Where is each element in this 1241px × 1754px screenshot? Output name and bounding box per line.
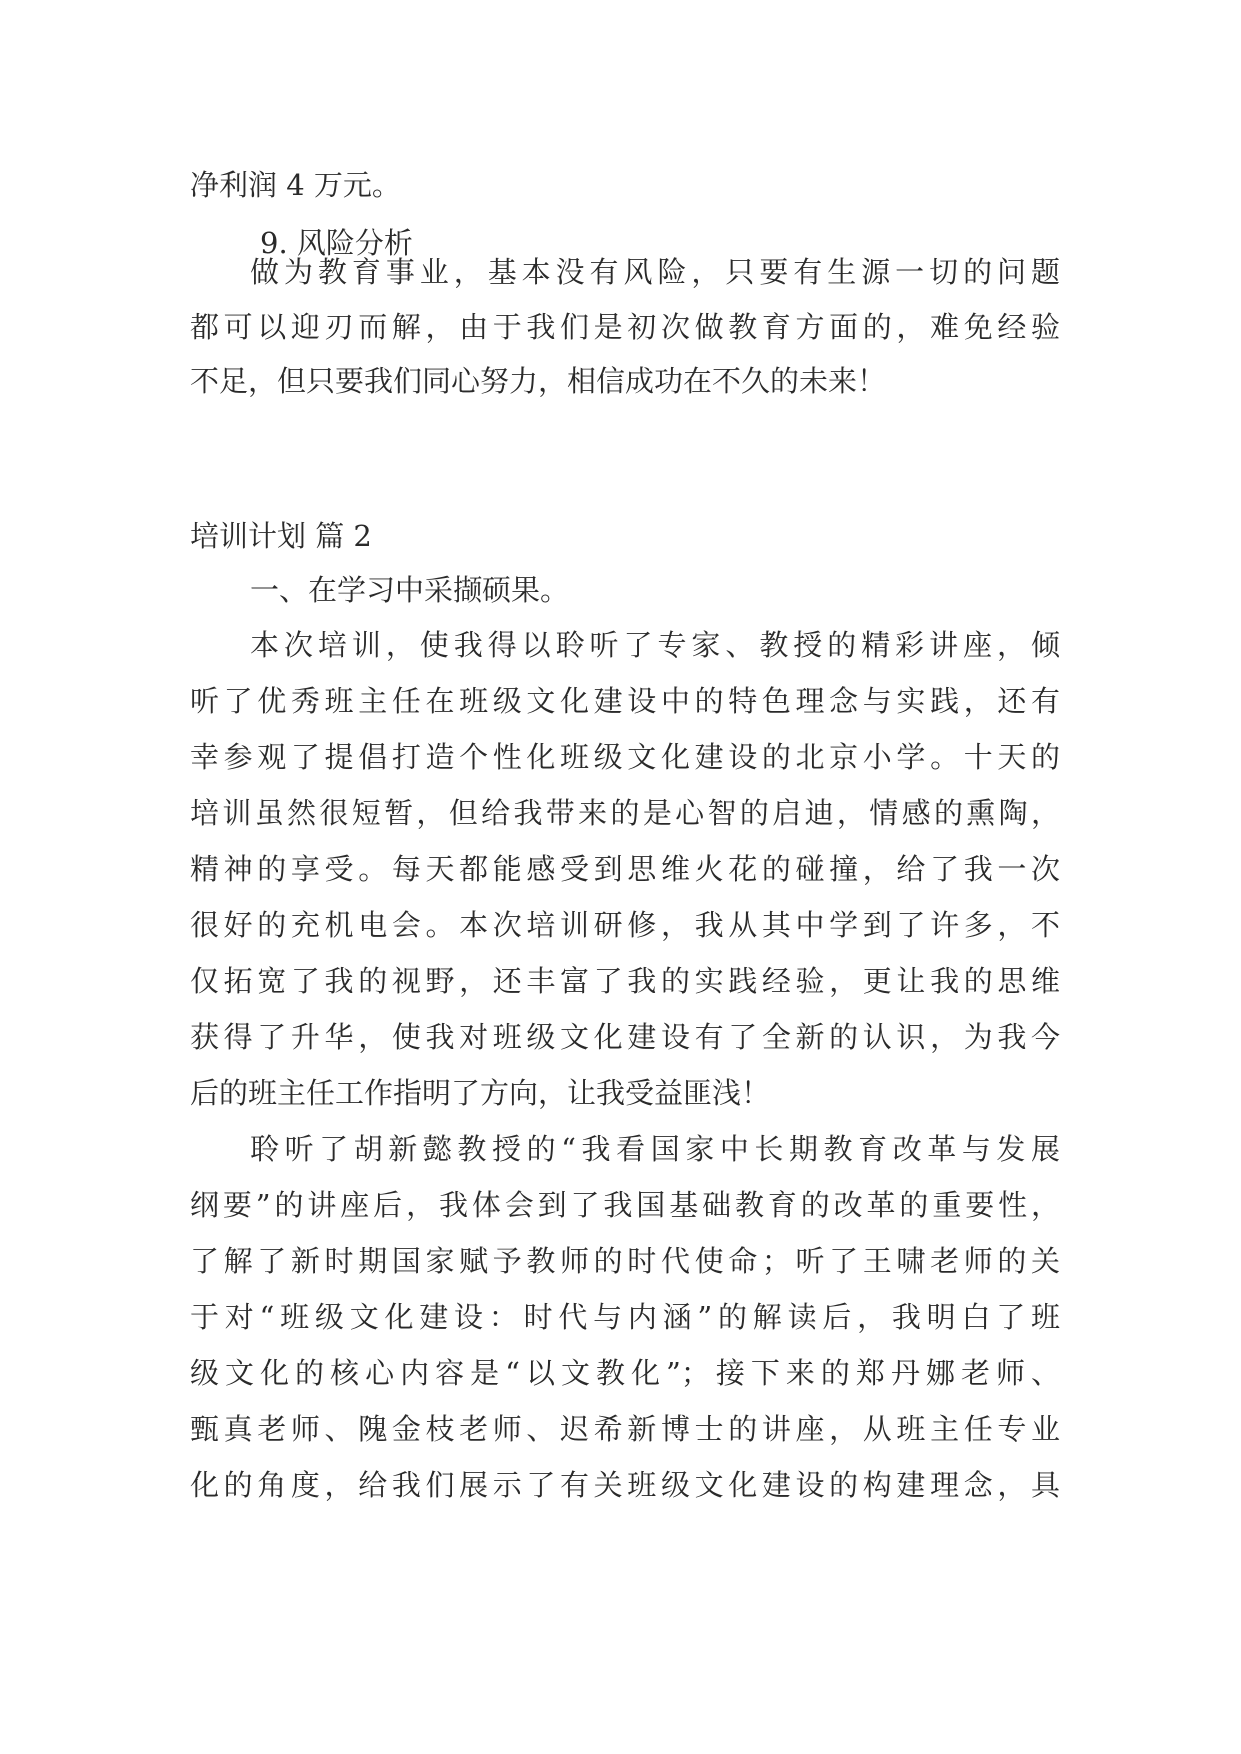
paragraph-line: 后的班主任工作指明了方向，让我受益匪浅！ xyxy=(190,1076,771,1110)
paragraph-line: 仅拓宽了我的视野，还丰富了我的实践经验，更让我的思维 xyxy=(190,964,1060,998)
paragraph-line: 幸参观了提倡打造个性化班级文化建设的北京小学。十天的 xyxy=(190,740,1060,774)
paragraph-line: 化的角度，给我们展示了有关班级文化建设的构建理念，具 xyxy=(190,1468,1060,1502)
paragraph-line: 甄真老师、隗金枝老师、迟希新博士的讲座，从班主任专业 xyxy=(190,1412,1060,1446)
paragraph-line: 精神的享受。每天都能感受到思维火花的碰撞，给了我一次 xyxy=(190,852,1060,886)
paragraph-line: 纲要”的讲座后，我体会到了我国基础教育的改革的重要性， xyxy=(190,1188,1060,1222)
paragraph-line: 不足，但只要我们同心努力，相信成功在不久的未来！ xyxy=(190,364,887,398)
paragraph-line: 了解了新时期国家赋予教师的时代使命；听了王啸老师的关 xyxy=(190,1244,1060,1278)
paragraph-line: 获得了升华，使我对班级文化建设有了全新的认识，为我今 xyxy=(190,1020,1060,1054)
paragraph-line: 于对“班级文化建设：时代与内涵”的解读后，我明白了班 xyxy=(190,1300,1060,1334)
continued-line: 净利润 4 万元。 xyxy=(190,168,401,202)
section-heading-risk: 9. 风险分析 xyxy=(260,226,413,260)
paragraph-line: 都可以迎刃而解，由于我们是初次做教育方面的，难免经验 xyxy=(190,310,1060,344)
paragraph-line: 本次培训，使我得以聆听了专家、教授的精彩讲座，倾 xyxy=(250,628,1060,662)
paragraph-line: 培训虽然很短暂，但给我带来的是心智的启迪，情感的熏陶， xyxy=(190,796,1060,830)
paragraph-line: 聆听了胡新懿教授的“我看国家中长期教育改革与发展 xyxy=(250,1132,1060,1166)
subheading: 一、在学习中采撷硕果。 xyxy=(250,573,570,607)
paragraph-line: 级文化的核心内容是“以文教化”；接下来的郑丹娜老师、 xyxy=(190,1356,1060,1390)
paragraph-line: 很好的充机电会。本次培训研修，我从其中学到了许多，不 xyxy=(190,908,1060,942)
paragraph-line: 听了优秀班主任在班级文化建设中的特色理念与实践，还有 xyxy=(190,684,1060,718)
paragraph-line: 做为教育事业，基本没有风险，只要有生源一切的问题 xyxy=(250,255,1060,289)
article-title: 培训计划 篇 2 xyxy=(190,519,372,553)
